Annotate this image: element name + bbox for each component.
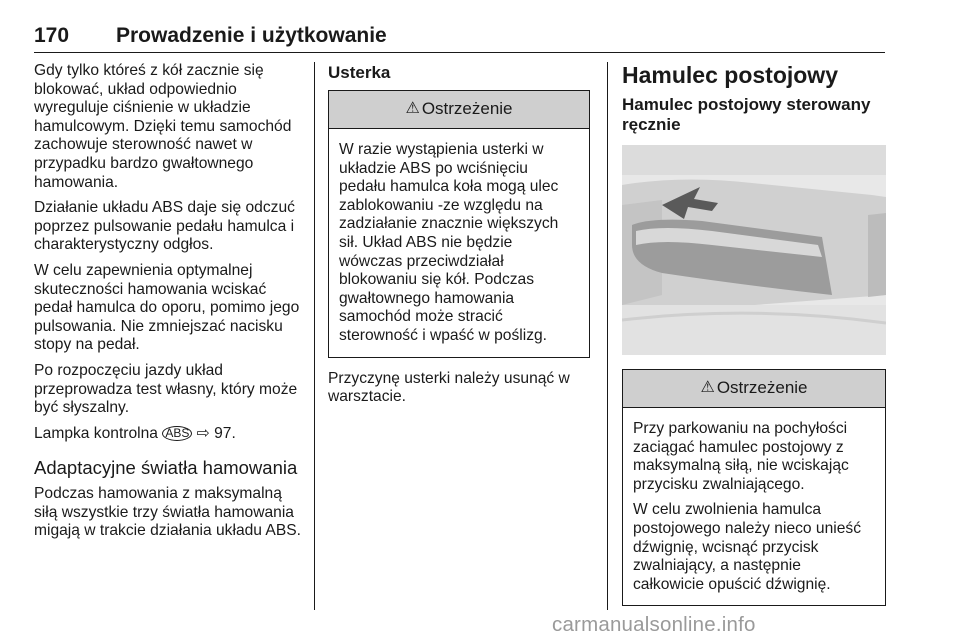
column-1 — [34, 62, 302, 548]
warning-body — [623, 408, 885, 605]
paragraph: Po rozpoczęciu jazdy układ przeprowadza test własny, który może być słyszalny. — [34, 361, 298, 417]
abs-lamp-icon: ABS — [162, 426, 192, 441]
page-reference-link[interactable]: 97. — [214, 424, 236, 442]
warning-triangle-icon: ⚠ — [700, 379, 715, 397]
paragraph: Przyczynę usterki należy usunąć w warsztacie. — [328, 369, 570, 406]
reference-arrow-icon: ⇨ — [196, 424, 210, 442]
warning-header — [329, 91, 589, 129]
parking-brake-lever-icon — [622, 145, 886, 355]
page-header — [34, 26, 885, 53]
lamp-reference — [34, 425, 302, 444]
warning-box — [328, 90, 590, 358]
warning-box — [622, 369, 886, 606]
column-divider — [607, 62, 608, 610]
warning-header — [623, 370, 885, 408]
warning-text: W celu zwolnienia hamulca postojowego należy nieco unieść dźwignię, wcisnąć przycisk zwalniający, a następnie całkowicie opuścić dźwignię. — [633, 501, 861, 593]
section-heading: Hamulec postojowy — [622, 62, 838, 88]
paragraph: Działanie układu ABS daje się odczuć poprzez pulsowanie pedału hamulca i charakterystyczny odgłos. — [34, 199, 295, 254]
warning-text: Przy parkowaniu na pochyłości zaciągać hamulec postojowy z maksymalną siłą, nie wciskając przycisku zwalniającego. — [633, 420, 849, 493]
paragraph: W celu zapewnienia optymalnej skuteczności hamowania wciskać pedał hamulca do oporu, pomimo jego pulsowania. Nie zmniejszać nacisku stopy na pedał. — [34, 261, 300, 354]
warning-triangle-icon: ⚠ — [405, 100, 420, 118]
section-heading: Usterka — [328, 63, 391, 82]
column-2 — [328, 62, 590, 414]
chapter-title: Prowadzenie i użytkowanie — [116, 24, 387, 47]
parking-brake-illustration — [622, 145, 886, 355]
warning-body — [329, 129, 589, 357]
warning-title: Ostrzeżenie — [716, 378, 808, 398]
section-heading: Adaptacyjne światła hamowania — [34, 457, 298, 479]
lamp-text: Lampka kontrolna — [34, 424, 158, 442]
paragraph: Gdy tylko któreś z kół zacznie się blokować, układ odpowiednio wyreguluje ciśnienie w układzie hamulcowym. Dzięki temu samochód zachowuje sterowność nawet w przypadku bardzo gwałtownego hamowania. — [34, 62, 292, 191]
column-divider — [314, 62, 315, 610]
watermark-text: carmanualsonline.info — [552, 613, 756, 636]
page-number: 170 — [34, 24, 70, 47]
column-3 — [622, 62, 886, 606]
subsection-heading: Hamulec postojowy sterowany ręcznie — [622, 95, 871, 134]
warning-text: W razie wystąpienia usterki w układzie ABS po wciśnięciu pedału hamulca koła mogą ulec zablokowaniu -ze względu na zadziałanie znacznie większych sił. Układ ABS nie będzie wówczas przeciwdziałał blokowaniu się kół. Podczas gwałtownego hamowania samochód może stracić sterowność i wpaść w poślizg. — [339, 141, 559, 344]
paragraph: Podczas hamowania z maksymalną siłą wszystkie trzy światła hamowania migają w trakcie działania układu ABS. — [34, 485, 301, 540]
warning-title: Ostrzeżenie — [421, 99, 513, 119]
